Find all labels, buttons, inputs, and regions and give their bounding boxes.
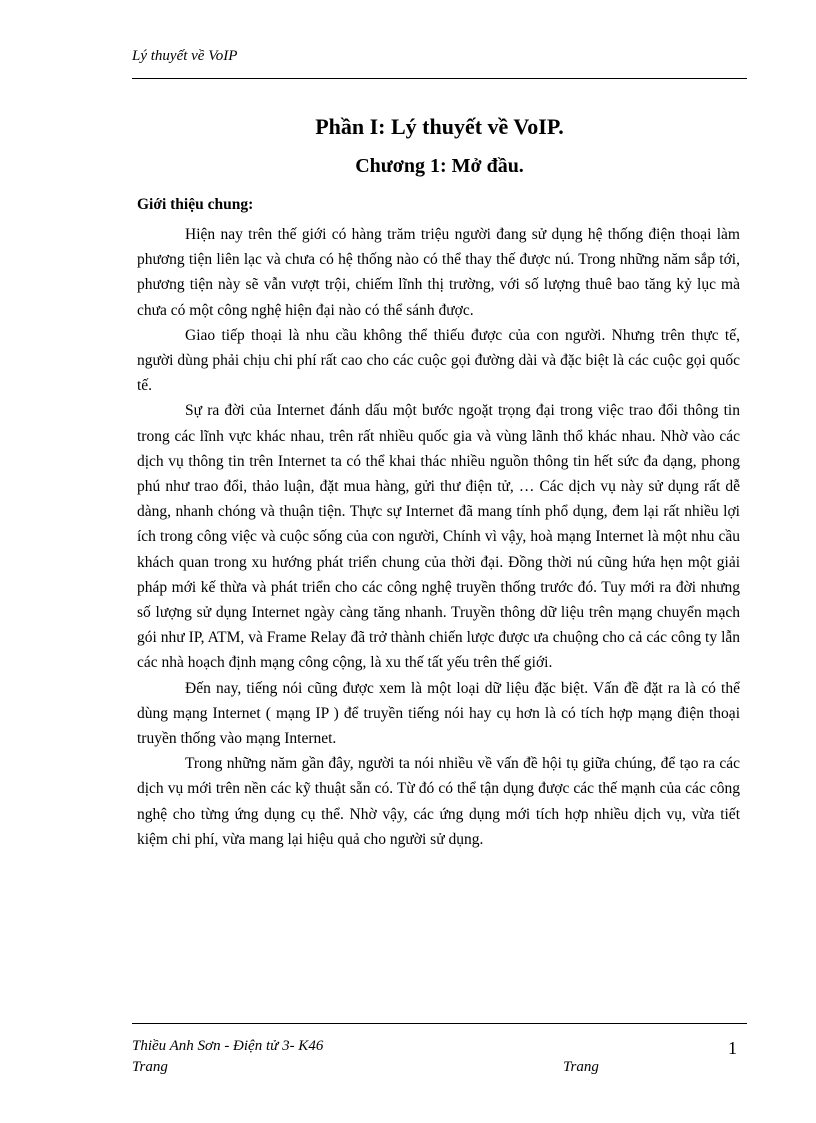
page-number: 1	[728, 1038, 737, 1058]
chapter-title: Chương 1: Mở đầu.	[355, 155, 524, 177]
part-title: Phần I: Lý thuyết về VoIP.	[315, 114, 564, 139]
body-text	[137, 222, 740, 852]
paragraph-1: Hiện nay trên thế giới có hàng trăm triệu người đang sử dụng hệ thống điện thoại làm phương tiện liên lạc và chưa có hệ thống nào có thể thay thế được nú. Trong những năm sắp tới, phương tiện này sẽ vẫn vượt trội, chiếm lĩnh thị trường, với số lượng thuê bao tăng kỷ lục mà chưa có một công nghệ hiện đại nào có thể sánh được.	[137, 226, 740, 319]
footer-center-label: Trang	[563, 1059, 599, 1075]
running-header: Lý thuyết về VoIP	[132, 48, 238, 64]
footer-author: Thiều Anh Sơn - Điện tử 3- K46	[132, 1038, 324, 1054]
paragraph-3: Sự ra đời của Internet đánh dấu một bước ngoặt trọng đại trong việc trao đổi thông tin trong các lĩnh vực khác nhau, trên rất nhiều quốc gia và vùng lãnh thổ khác nhau. Nhờ vào các dịch vụ thông tin trên Internet ta có thể khai thác nhiều nguồn thông tin hết sức đa dạng, phong phú như trao đổi, thảo luận, đặt mua hàng, gửi thư điện tử, … Các dịch vụ này sử dụng rất dễ dàng, nhanh chóng và thuận tiện. Thực sự Internet đã mang tính phổ dụng, đem lại rất nhiều lợi ích trong công việc và cuộc sống của con người, Chính vì vậy, hoà mạng Internet là một nhu cầu khách quan trong xu hướng phát triển chung của thời đại. Đồng thời nú cũng hứa hẹn một giải pháp mới kế thừa và phát triển cho các công nghệ truyền thống trước đó. Tuy mới ra đời nhưng số lượng sử dụng Internet ngày càng tăng nhanh. Truyền thông dữ liệu trên mạng chuyển mạch gói như IP, ATM, và Frame Relay đã trở thành chiến lược được ưa chuộng cho cả các công ty lẫn các nhà hoạch định mạng công cộng, là xu thế tất yếu trên thế giới.	[137, 402, 740, 672]
section-heading: Giới thiệu chung:	[137, 196, 254, 213]
header-divider	[132, 78, 747, 79]
footer-left-label: Trang	[132, 1059, 168, 1075]
paragraph-2: Giao tiếp thoại là nhu cầu không thể thiếu được của con người. Nhưng trên thực tế, người dùng phải chịu chi phí rất cao cho các cuộc gọi đường dài và đặc biệt là các cuộc gọi quốc tế.	[137, 326, 740, 395]
paragraph-5: Trong những năm gần đây, người ta nói nhiều về vấn đề hội tụ giữa chúng, để tạo ra các dịch vụ mới trên nền các kỹ thuật sẵn có. Từ đó có thể tận dụng được các thế mạnh của các công nghệ cho từng ứng dụng cụ thể. Nhờ vậy, các ứng dụng mới tích hợp nhiều dịch vụ, vừa tiết kiệm chi phí, vừa mang lại hiệu quả cho người sử dụng.	[137, 755, 740, 848]
footer-divider	[132, 1023, 747, 1024]
paragraph-4: Đến nay, tiếng nói cũng được xem là một loại dữ liệu đặc biệt. Vấn đề đặt ra là có thể dùng mạng Internet ( mạng IP ) để truyền tiếng nói hay cụ hơn là có tích hợp mạng điện thoại truyền thống vào mạng Internet.	[137, 679, 740, 748]
footer-left	[132, 1036, 323, 1078]
